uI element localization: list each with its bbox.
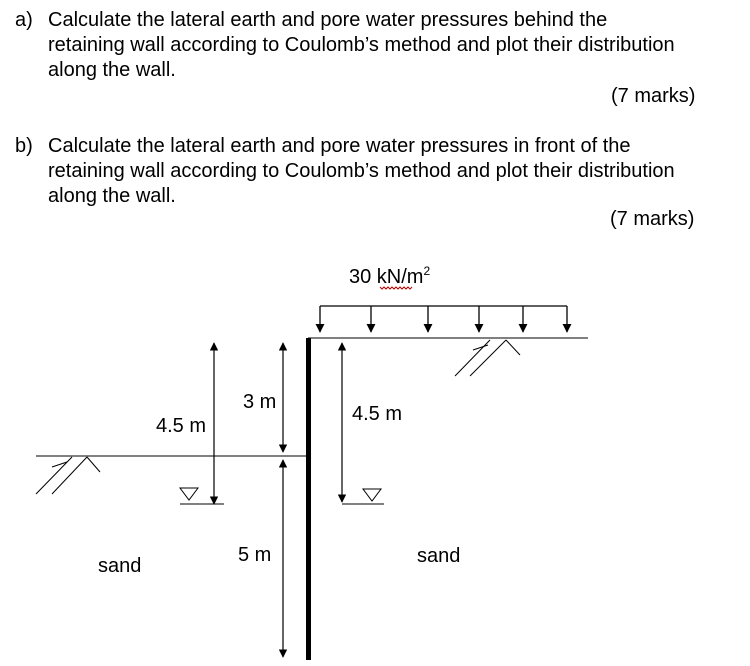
retaining-wall bbox=[306, 338, 311, 660]
dim-left-label: 4.5 m bbox=[156, 415, 207, 437]
question-b-letter: b) bbox=[15, 135, 33, 157]
question-a-letter: a) bbox=[15, 9, 33, 31]
ground-hatch-right bbox=[455, 340, 520, 376]
question-a-line-1: Calculate the lateral earth and pore water pressures behind the bbox=[48, 9, 608, 31]
surcharge-load bbox=[320, 306, 567, 332]
surcharge-label: 30 $kN/m^2$ bbox=[349, 264, 431, 288]
dim-right-label: 4.5 m bbox=[352, 403, 403, 425]
water-table-icon bbox=[180, 488, 224, 504]
question-b-line-1: Calculate the lateral earth and pore water pressures in front of the bbox=[48, 135, 631, 157]
dim-embedment-label: 5 m bbox=[238, 544, 272, 566]
dim-excavation-label: 3 m bbox=[243, 391, 277, 413]
spell-check-underline bbox=[380, 287, 412, 289]
soil-label-left: sand bbox=[98, 555, 142, 577]
question-b-marks: (7 marks) bbox=[610, 208, 695, 230]
question-a-line-3: along the wall. bbox=[48, 59, 176, 81]
ground-hatch-left bbox=[36, 457, 100, 494]
soil-label-right: sand bbox=[417, 545, 461, 567]
water-table-icon bbox=[342, 489, 384, 504]
question-b-line-3: along the wall. bbox=[48, 185, 176, 207]
question-a-line-2: retaining wall according to Coulomb’s method and plot their distribution bbox=[48, 34, 675, 56]
question-b-line-2: retaining wall according to Coulomb’s method and plot their distribution bbox=[48, 160, 675, 182]
question-a-marks: (7 marks) bbox=[611, 85, 696, 107]
